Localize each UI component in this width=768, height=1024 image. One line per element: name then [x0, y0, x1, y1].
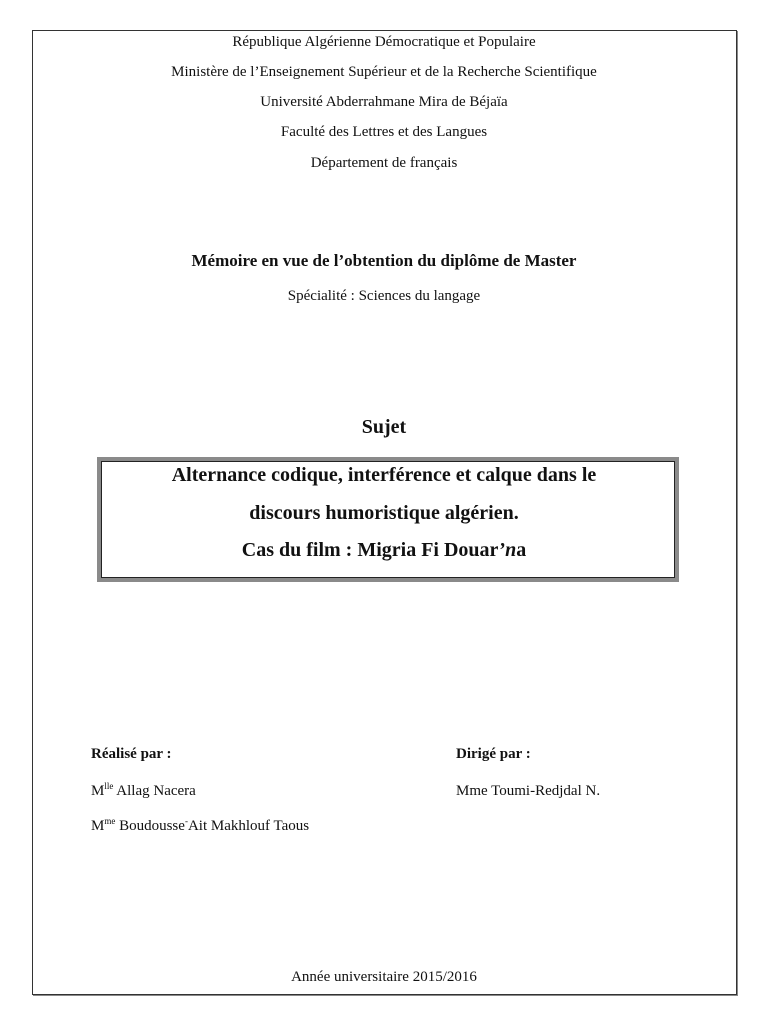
subject-line-3: [0, 539, 768, 562]
dirige-label: Dirigé par :: [456, 746, 531, 762]
ministry-line: Ministère de l’Enseignement Supérieur et de la Recherche Scientifique: [171, 64, 597, 80]
author-2-title: M: [91, 818, 105, 834]
subject-line-2: discours humoristique algérien.: [249, 502, 519, 524]
department-line: Département de français: [310, 155, 458, 171]
faculty-line: Faculté des Lettres et des Langues: [280, 124, 488, 140]
academic-year: Année universitaire 2015/2016: [291, 969, 477, 985]
subject-line-3-main: Cas du film : Migria Fi Douar: [241, 539, 499, 561]
author-2-name-2: Ait Makhlouf Taous: [187, 818, 310, 834]
specialty-line: Spécialité : Sciences du langage: [287, 288, 481, 304]
author-2-dash: -: [184, 816, 188, 826]
subject-line-3-end: a: [516, 539, 527, 561]
author-1-sup: lle: [104, 781, 114, 791]
thesis-degree-line: Mémoire en vue de l’obtention du diplôme de Master: [191, 251, 577, 270]
subject-line-1: Alternance codique, interférence et calque dans le: [171, 464, 597, 486]
author-1-title: M: [91, 783, 105, 799]
author-2-name-1: Boudousse: [119, 818, 185, 834]
realise-label: Réalisé par :: [91, 746, 172, 762]
subject-line-3-italic: ’n: [498, 539, 517, 561]
author-1-name: Allag Nacera: [116, 783, 196, 799]
author-2: [91, 818, 309, 835]
university-line: Université Abderrahmane Mira de Béjaïa: [260, 94, 508, 110]
supervisor-name: Mme Toumi-Redjdal N.: [456, 783, 601, 799]
author-1: [91, 783, 196, 800]
author-2-sup: me: [104, 816, 116, 826]
subject-heading: Sujet: [361, 416, 407, 438]
republic-line: République Algérienne Démocratique et Populaire: [232, 34, 536, 50]
